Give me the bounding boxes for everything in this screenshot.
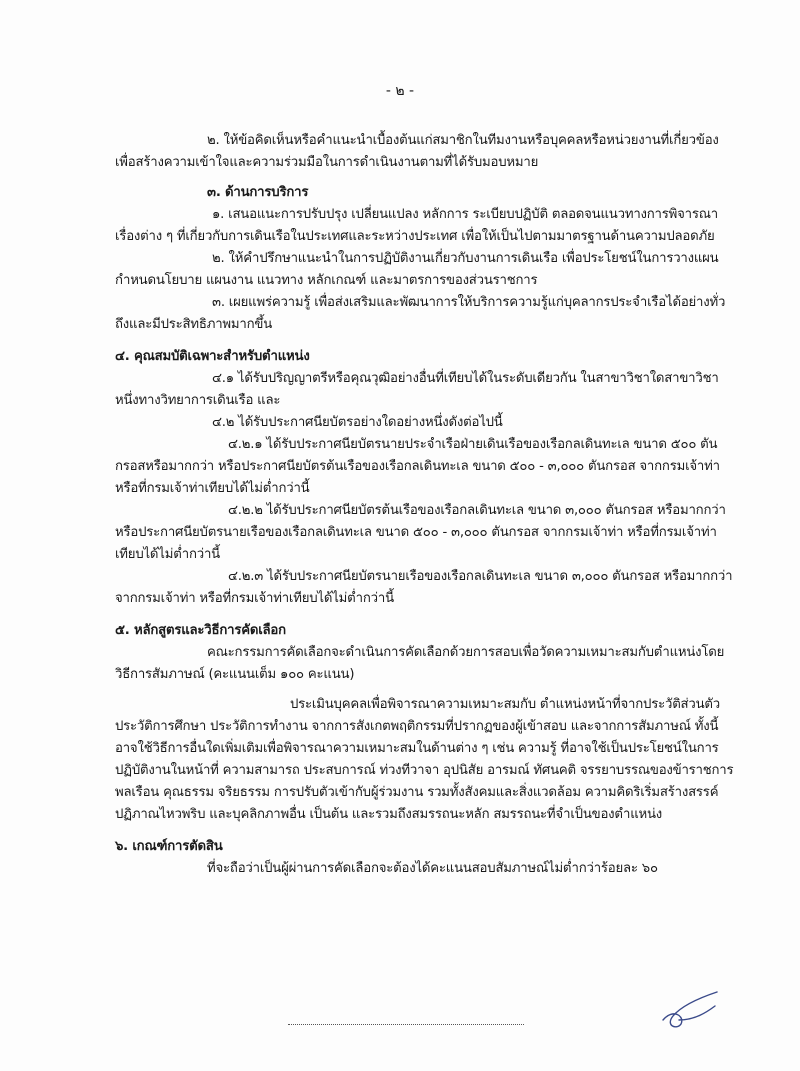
paragraph-2-2: ๒. ให้ข้อคิดเห็นหรือคำแนะนำเบื้องต้นแก่สมาชิกในทีมงานหรือบุคคลหรือหน่วยงานที่เกี่ยวข้องเพื่อสร้างความเข้าใจและความร่วมมือในการดำเนินงานตามที่ได้รับมอบหมาย [115, 133, 719, 170]
paragraph-4-2: ๔.๒ ได้รับประกาศนียบัตรอย่างใดอย่างหนึ่งดังต่อไปนี้ [212, 415, 503, 430]
page-number: - ๒ - [385, 83, 415, 99]
paragraph-4-2-2: ๔.๒.๒ ได้รับประกาศนียบัตรต้นเรือของเรือกลเดินทะเล ขนาด ๓,๐๐๐ ตันกรอส หรือมากกว่า หรือประกาศนียบัตรนายเรือของเรือกลเดินทะเล ขนาด ๕๐๐ - ๓,๐๐๐ ตันกรอส จากกรมเจ้าท่า หรือที่กรมเจ้าท่าเทียบได้ไม่ต่ำกว่านี้ [115, 503, 726, 562]
signature-dotted-line [288, 1024, 524, 1025]
section-3-heading: ๓. ด้านการบริการ [207, 185, 309, 200]
section-5-heading: ๕. หลักสูตรและวิธีการคัดเลือก [115, 623, 286, 638]
paragraph-5-2: ประเมินบุคคลเพื่อพิจารณาความเหมาะสมกับ ตำแหน่งหน้าที่จากประวัติส่วนตัว ประวัติการศึกษา ประวัติการทำงาน จากการสังเกตพฤติกรรมที่ปรากฏของผู้เข้าสอบ และจากการสัมภาษณ์ ทั้งนี้ อาจใช้วิธีการอื่นใดเพิ่มเติมเพื่อพิจารณาความเหมาะสมในด้านต่าง ๆ เช่น ความรู้ ที่อาจใช้เป็นประโยชน์ในการปฏิบัติงานในหน้าที่ ความสามารถ ประสบการณ์ ท่วงทีวาจา อุปนิสัย อารมณ์ ทัศนคติ จรรยาบรรณของข้าราชการพลเรือน คุณธรรม จริยธรรม การปรับตัวเข้ากับผู้ร่วมงาน รวมทั้งสังคมและสิ่งแวดล้อม ความคิดริเริ่มสร้างสรรค์ ปฏิภาณไหวพริบ และบุคลิกภาพอื่น เป็นต้น และรวมถึงสมรรถนะหลัก สมรรถนะที่จำเป็นของตำแหน่ง [115, 697, 734, 822]
paragraph-5-1: คณะกรรมการคัดเลือกจะดำเนินการคัดเลือกด้วยการสอบเพื่อวัดความเหมาะสมกับตำแหน่งโดยวิธีการสัมภาษณ์ (คะแนนเต็ม ๑๐๐ คะแนน) [115, 645, 725, 682]
handwritten-signature [655, 990, 725, 1030]
paragraph-4-2-3: ๔.๒.๓ ได้รับประกาศนียบัตรนายเรือของเรือกลเดินทะเล ขนาด ๓,๐๐๐ ตันกรอส หรือมากกว่าจากกรมเจ้าท่า หรือที่กรมเจ้าท่าเทียบได้ไม่ต่ำกว่านี้ [115, 569, 733, 606]
paragraph-3-2: ๒. ให้คำปรึกษาแนะนำในการปฏิบัติงานเกี่ยวกับงานการเดินเรือ เพื่อประโยชน์ในการวางแผนกำหนดนโยบาย แผนงาน แนวทาง หลักเกณฑ์ และมาตรการของส่วนราชการ [115, 251, 719, 288]
section-6-heading: ๖. เกณฑ์การตัดสิน [115, 839, 223, 854]
paragraph-4-2-1: ๔.๒.๑ ได้รับประกาศนียบัตรนายประจำเรือฝ่ายเดินเรือของเรือกลเดินทะเล ขนาด ๕๐๐ ตันกรอสหรือมากกว่า หรือประกาศนียบัตรต้นเรือของเรือกลเดินทะเล ขนาด ๕๐๐ - ๓,๐๐๐ ตันกรอส จากกรมเจ้าท่า หรือที่กรมเจ้าท่าเทียบได้ไม่ต่ำกว่านี้ [115, 437, 720, 496]
paragraph-4-1: ๔.๑ ได้รับปริญญาตรีหรือคุณวุฒิอย่างอื่นที่เทียบได้ในระดับเดียวกัน ในสาขาวิชาใดสาขาวิชาหนึ่งทางวิทยาการเดินเรือ และ [115, 371, 719, 408]
document-body [115, 130, 737, 880]
paragraph-6-1: ที่จะถือว่าเป็นผู้ผ่านการคัดเลือกจะต้องได้คะแนนสอบสัมภาษณ์ไม่ต่ำกว่าร้อยละ ๖๐ [207, 861, 658, 876]
section-4-heading: ๔. คุณสมบัติเฉพาะสำหรับตำแหน่ง [115, 349, 310, 364]
paragraph-3-1: ๑. เสนอแนะการปรับปรุง เปลี่ยนแปลง หลักการ ระเบียบปฏิบัติ ตลอดจนแนวทางการพิจารณาเรื่องต่าง ๆ ที่เกี่ยวกับการเดินเรือในประเทศและระหว่างประเทศ เพื่อให้เป็นไปตามมาตรฐานด้านความปลอดภัย [115, 207, 718, 244]
paragraph-3-3: ๓. เผยแพร่ความรู้ เพื่อส่งเสริมและพัฒนาการให้บริการความรู้แก่บุคลากรประจำเรือได้อย่างทั่วถึงและมีประสิทธิภาพมากขึ้น [115, 295, 726, 332]
